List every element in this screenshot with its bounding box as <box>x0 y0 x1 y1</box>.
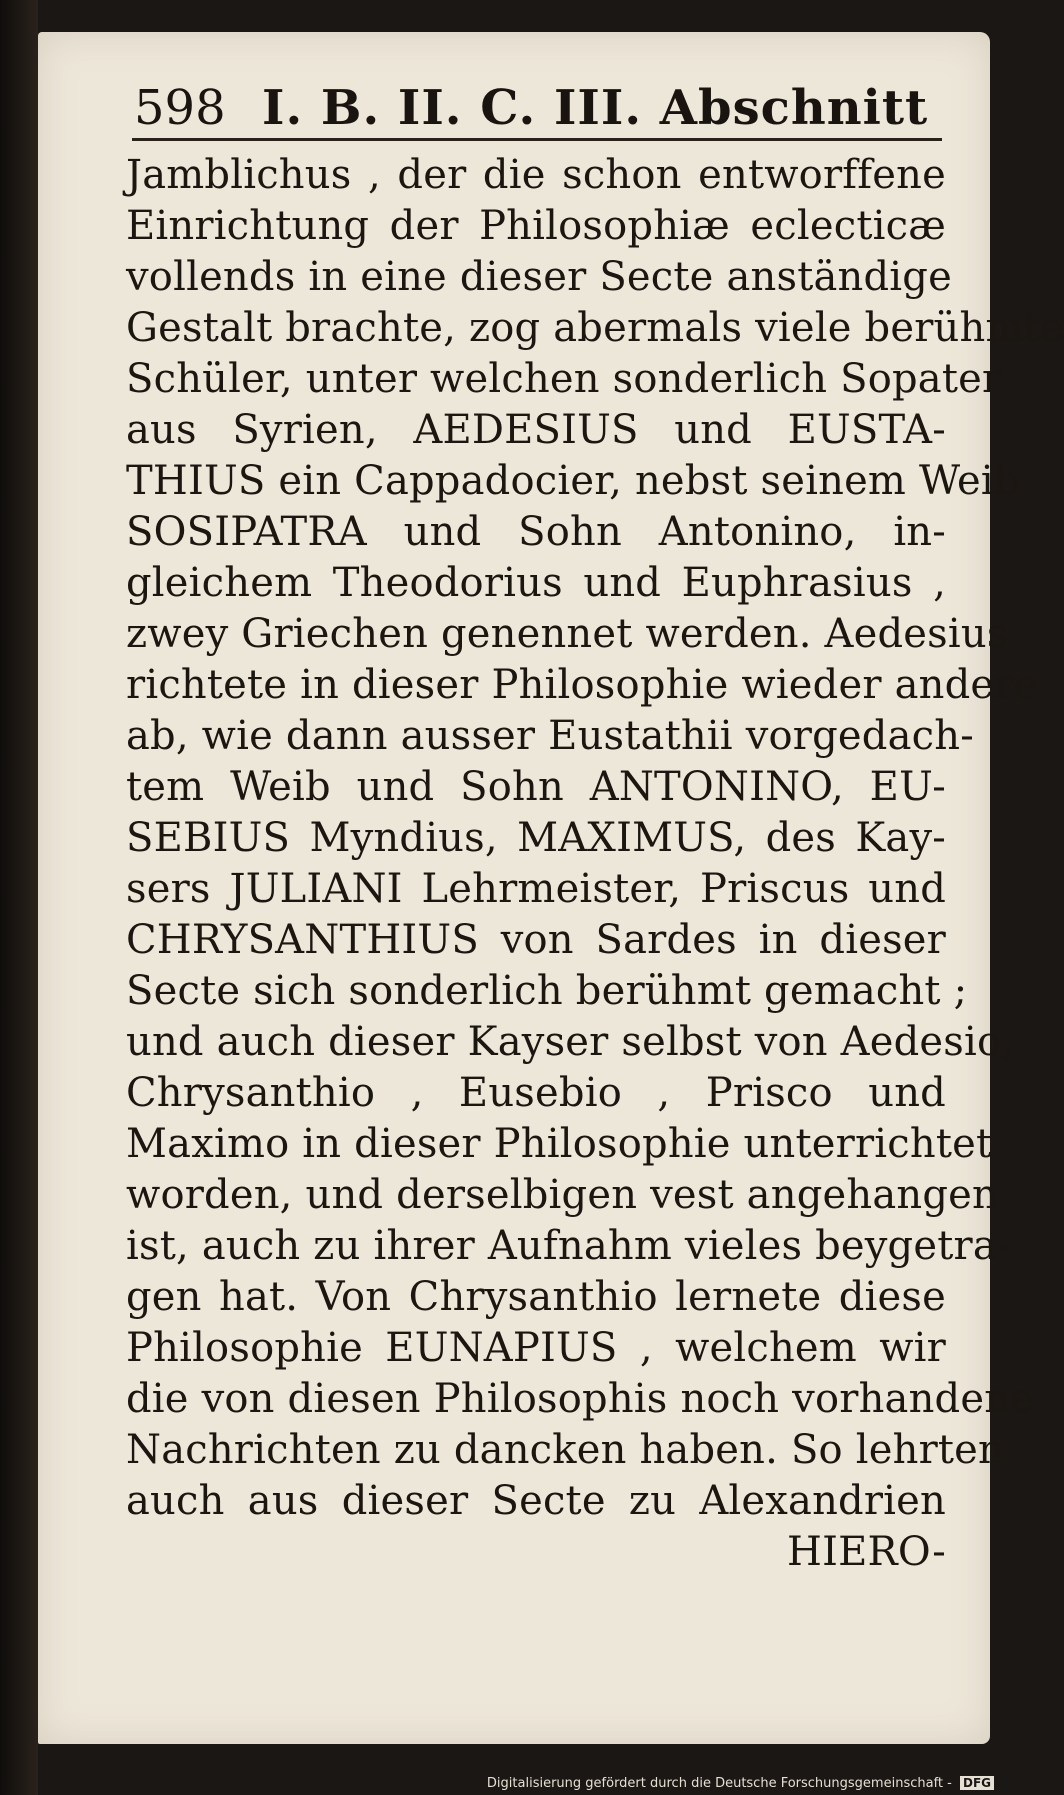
text-line: auch aus dieser Secte zu Alexandrien <box>126 1478 946 1524</box>
text-line: gen hat. Von Chrysanthio lernete diese <box>126 1274 946 1320</box>
text-line: Schüler, unter welchen sonderlich Sopater <box>126 356 1002 402</box>
dfg-logo: DFG <box>960 1776 994 1790</box>
text-line: gleichem Theodorius und Euphrasius , <box>126 560 946 606</box>
text-line: Jamblichus , der die schon entworffene <box>126 152 946 198</box>
text-line: Nachrichten zu dancken haben. So lehrten <box>126 1427 1004 1473</box>
running-head: I. B. II. C. III. Abschnitt <box>262 80 929 136</box>
text-line: THIUS ein Cappadocier, nebst seinem Weib <box>126 458 1020 504</box>
body-text <box>126 150 1064 1578</box>
text-line: die von diesen Philosophis noch vorhandene <box>126 1376 1035 1422</box>
catchword: HIERO- <box>787 1529 946 1575</box>
page-number: 598 <box>134 80 226 136</box>
text-line: tem Weib und Sohn ANTONINO, EU- <box>126 764 946 810</box>
text-line: Einrichtung der Philosophiæ eclecticæ <box>126 203 946 249</box>
text-line: SOSIPATRA und Sohn Antonino, in- <box>126 509 946 555</box>
text-line: Gestalt brachte, zog abermals viele berühmte <box>126 305 1064 351</box>
text-line: SEBIUS Myndius, MAXIMUS, des Kay- <box>126 815 946 861</box>
text-line: sers JULIANI Lehrmeister, Priscus und <box>126 866 946 912</box>
header-rule <box>132 138 942 141</box>
scan-edge <box>0 0 38 1795</box>
credit-text: Digitalisierung gefördert durch die Deutsche Forschungsgemeinschaft - <box>486 1776 952 1791</box>
text-line: CHRYSANTHIUS von Sardes in dieser <box>126 917 946 963</box>
text-line: aus Syrien, AEDESIUS und EUSTA- <box>126 407 946 453</box>
text-line: vollends in eine dieser Secte anständige <box>126 254 952 300</box>
text-line: zwey Griechen genennet werden. Aedesius <box>126 611 1008 657</box>
text-line: worden, und derselbigen vest angehangen <box>126 1172 998 1218</box>
text-line: richtete in dieser Philosophie wieder andere <box>126 662 1038 708</box>
text-line: ist, auch zu ihrer Aufnahm vieles beygetra- <box>126 1223 1011 1269</box>
text-line: Maximo in dieser Philosophie unterrichtet <box>126 1121 993 1167</box>
text-line: Chrysanthio , Eusebio , Prisco und <box>126 1070 946 1116</box>
digitization-credit <box>487 1776 994 1791</box>
text-line: ab, wie dann ausser Eustathii vorgedach- <box>126 713 974 759</box>
text-line: Secte sich sonderlich berühmt gemacht ; <box>126 968 968 1014</box>
text-line: und auch dieser Kayser selbst von Aedesio, <box>126 1019 1015 1065</box>
text-line: Philosophie EUNAPIUS , welchem wir <box>126 1325 946 1371</box>
